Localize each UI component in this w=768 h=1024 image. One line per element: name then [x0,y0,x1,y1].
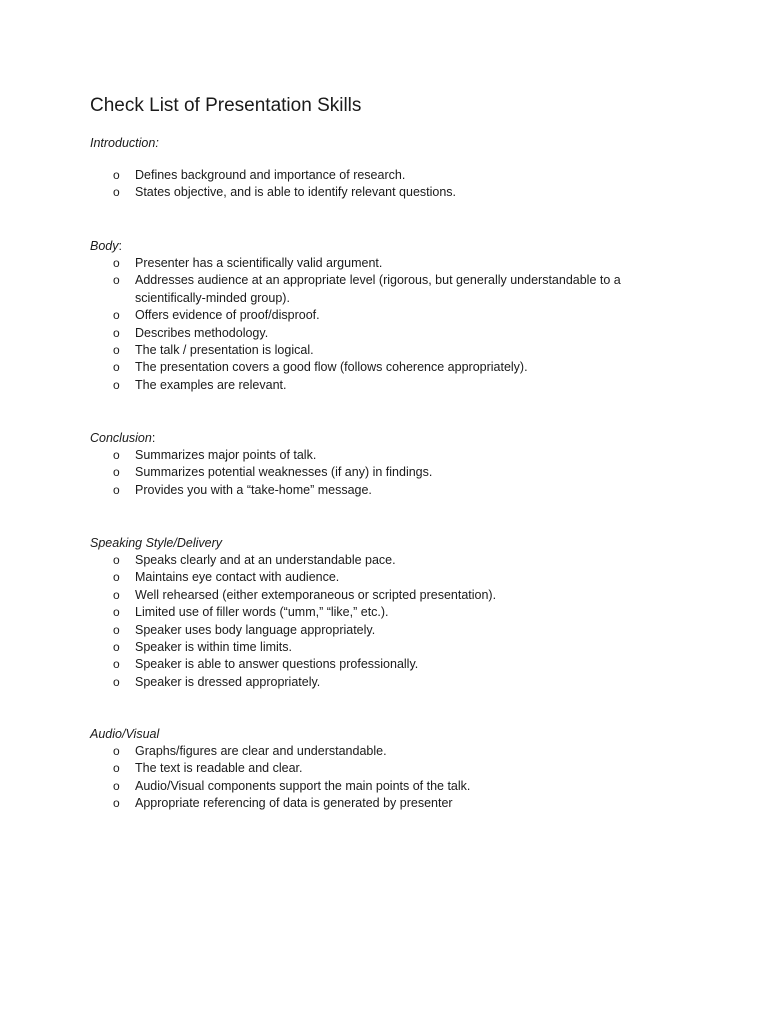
list-item: o Speaker uses body language appropriately. [110,622,670,639]
section-heading-conclusion: Conclusion: [90,431,156,445]
list-item: o States objective, and is able to identify relevant questions. [110,184,670,201]
list-item: o Graphs/figures are clear and understandable. [110,743,670,760]
list-item: o The talk / presentation is logical. [110,342,670,359]
bullet-icon: o [113,256,120,270]
list-item: o Limited use of filler words (“umm,” “like,” etc.). [110,604,670,621]
bullet-icon: o [113,343,120,358]
introduction-list [110,167,670,202]
bullet-icon: o [113,570,120,585]
list-item: o The presentation covers a good flow (follows coherence appropriately). [110,359,670,376]
bullet-icon: o [113,360,120,375]
list-item: o Well rehearsed (either extemporaneous or scripted presentation). [110,587,670,604]
list-item: o Speaks clearly and at an understandable pace. [110,552,670,569]
bullet-icon: o [113,744,120,758]
bullet-icon: o [113,377,120,392]
bullet-icon: o [113,308,120,323]
list-item: o Summarizes potential weaknesses (if any) in findings. [110,464,670,481]
bullet-icon: o [113,605,120,620]
bullet-icon: o [113,657,120,672]
list-item: o Describes methodology. [110,325,670,342]
list-item: o Summarizes major points of talk. [110,447,670,464]
list-item: o Audio/Visual components support the main points of the talk. [110,778,670,795]
bullet-icon: o [113,796,120,811]
bullet-icon: o [113,622,120,637]
list-item: o Speaker is within time limits. [110,639,670,656]
list-item: o Provides you with a “take-home” message. [110,482,670,499]
bullet-icon: o [113,185,120,200]
list-item: o Maintains eye contact with audience. [110,569,670,586]
list-item: o Appropriate referencing of data is generated by presenter [110,795,670,812]
audio-visual-list [110,743,670,813]
bullet-icon: o [113,587,120,602]
bullet-icon: o [113,761,120,776]
list-item: o The examples are relevant. [110,377,670,394]
list-item: o Speaker is able to answer questions professionally. [110,656,670,673]
bullet-icon: o [113,465,120,480]
section-heading-body: Body: [90,239,122,253]
body-list [110,255,670,394]
list-item: o Defines background and importance of research. [110,167,670,184]
list-item: o The text is readable and clear. [110,760,670,777]
bullet-icon: o [113,448,120,462]
bullet-icon: o [113,168,120,182]
page-title: Check List of Presentation Skills [90,95,362,116]
section-heading-introduction: Introduction: [90,136,159,150]
list-item: o Presenter has a scientifically valid argument. [110,255,670,272]
list-item: o Speaker is dressed appropriately. [110,674,670,691]
bullet-icon: o [113,640,120,655]
bullet-icon: o [113,482,120,497]
section-heading-audio-visual: Audio/Visual [90,727,160,741]
list-item: o Offers evidence of proof/disproof. [110,307,670,324]
bullet-icon: o [113,553,120,567]
bullet-icon: o [113,325,120,340]
speaking-style-list [110,552,670,691]
section-heading-speaking-style: Speaking Style/Delivery [90,536,223,550]
bullet-icon: o [113,778,120,793]
conclusion-list [110,447,670,499]
bullet-icon: o [113,273,120,288]
list-item: o Addresses audience at an appropriate level (rigorous, but generally understandable to a scientifically-minded group). [113,273,621,305]
bullet-icon: o [113,674,120,689]
